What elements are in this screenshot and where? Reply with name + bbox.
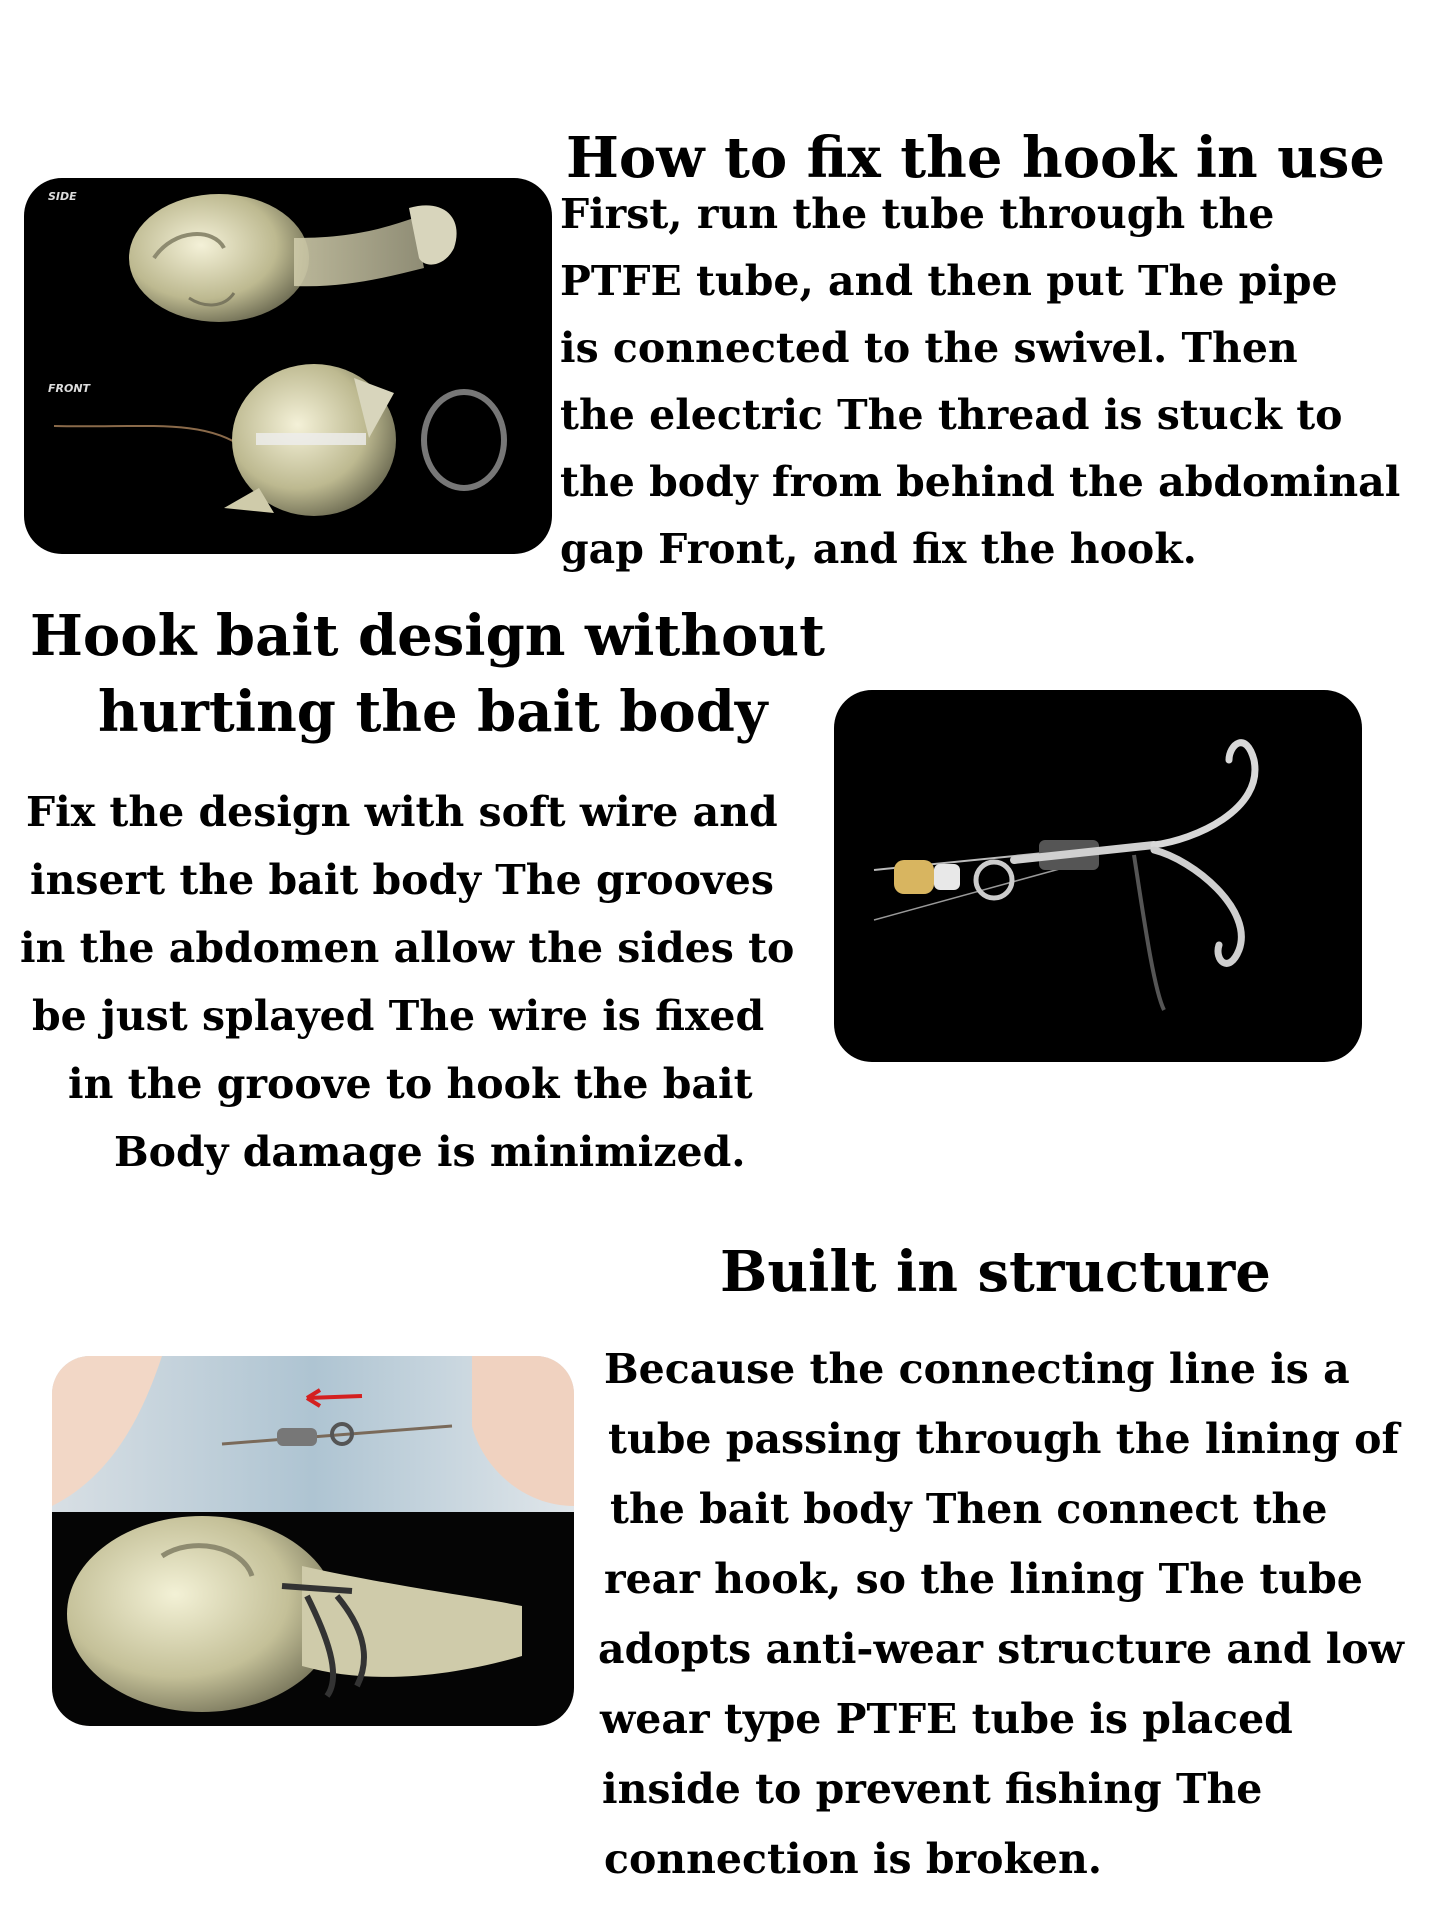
- section2-title-line: hurting the bait body: [98, 679, 768, 745]
- treble-hook-illustration: [834, 690, 1362, 1062]
- section3-line: the bait body Then connect the: [610, 1485, 1328, 1533]
- front-label: FRONT: [48, 382, 91, 395]
- built-in-structure-illustration: [52, 1356, 574, 1726]
- section2-line: Body damage is minimized.: [114, 1128, 746, 1176]
- section1-line: the body from behind the abdominal: [560, 458, 1401, 506]
- side-label: SIDE: [48, 190, 77, 203]
- section2-title-line: Hook bait design without: [30, 603, 825, 669]
- lure-side-front-illustration: [24, 178, 552, 554]
- section3-line: rear hook, so the lining The tube: [604, 1555, 1363, 1603]
- section3-line: wear type PTFE tube is placed: [600, 1695, 1293, 1743]
- section3-line: tube passing through the lining of: [608, 1415, 1400, 1463]
- section3-line: adopts anti-wear structure and low: [598, 1625, 1404, 1673]
- section1-line: First, run the tube through the: [560, 190, 1275, 238]
- section2-line: in the groove to hook the bait: [68, 1060, 753, 1108]
- section3-title: Built in structure: [720, 1239, 1271, 1305]
- section1-line: gap Front, and fix the hook.: [560, 525, 1197, 573]
- section3-line: Because the connecting line is a: [604, 1345, 1350, 1393]
- section2-line: be just splayed The wire is fixed: [32, 992, 765, 1040]
- section2-line: insert the bait body The grooves: [30, 856, 774, 904]
- photo-treble-hook: [834, 690, 1362, 1062]
- section1-title: How to fix the hook in use: [566, 125, 1386, 191]
- photo-built-in-structure: [52, 1356, 574, 1726]
- section2-line: Fix the design with soft wire and: [26, 788, 778, 836]
- section1-line: is connected to the swivel. Then: [560, 324, 1298, 372]
- section2-line: in the abdomen allow the sides to: [20, 924, 795, 972]
- section1-line: the electric The thread is stuck to: [560, 391, 1343, 439]
- section3-line: inside to prevent fishing The: [602, 1765, 1263, 1813]
- section1-line: PTFE tube, and then put The pipe: [560, 257, 1338, 305]
- photo-lure-side-front: [24, 178, 552, 554]
- section3-line: connection is broken.: [604, 1835, 1103, 1883]
